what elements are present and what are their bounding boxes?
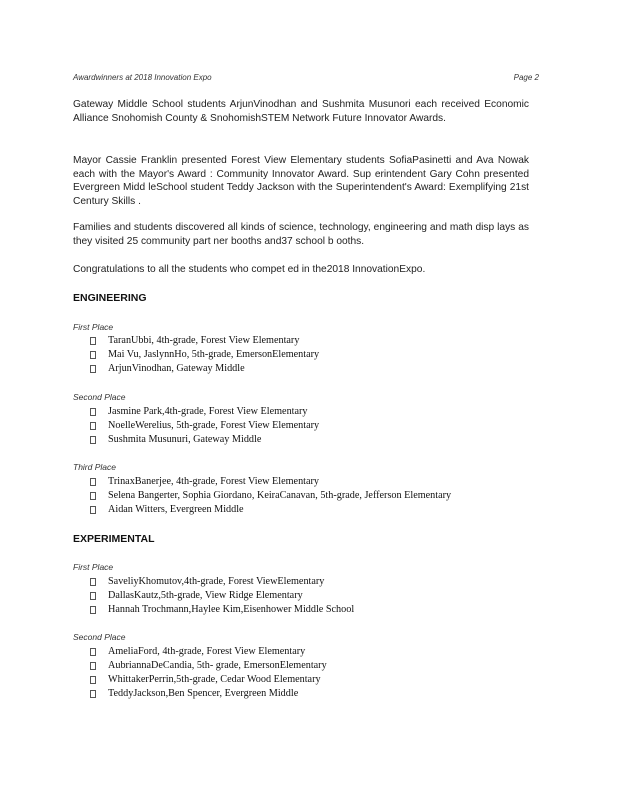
winner-list <box>90 405 319 447</box>
checkbox-bullet-icon <box>90 578 96 586</box>
checkbox-bullet-icon <box>90 422 96 430</box>
checkbox-bullet-icon <box>90 365 96 373</box>
list-item: AubriannaDeCandia, 5th- grade, EmersonElementary <box>90 659 327 673</box>
checkbox-bullet-icon <box>90 648 96 656</box>
checkbox-bullet-icon <box>90 690 96 698</box>
winner-list <box>90 334 319 376</box>
winner-list <box>90 645 327 701</box>
place-label: First Place <box>73 322 114 332</box>
list-item: Jasmine Park,4th-grade, Forest View Elementary <box>90 405 319 419</box>
list-item: SaveliyKhomutov,4th-grade, Forest ViewElementary <box>90 575 354 589</box>
list-item: NoelleWerelius, 5th-grade, Forest View Elementary <box>90 419 319 433</box>
list-item: TeddyJackson,Ben Spencer, Evergreen Middle <box>90 687 327 701</box>
checkbox-bullet-icon <box>90 478 96 486</box>
checkbox-bullet-icon <box>90 662 96 670</box>
list-item: WhittakerPerrin,5th-grade, Cedar Wood Elementary <box>90 673 327 687</box>
list-item: TaranUbbi, 4th-grade, Forest View Elementary <box>90 334 319 348</box>
checkbox-bullet-icon <box>90 408 96 416</box>
paragraph-congratulations: Congratulations to all the students who compet ed in the2018 InnovationExpo. <box>73 264 426 275</box>
list-item: Sushmita Musunuri, Gateway Middle <box>90 433 319 447</box>
list-item: Aidan Witters, Evergreen Middle <box>90 503 451 517</box>
list-item: Hannah Trochmann,Haylee Kim,Eisenhower Middle School <box>90 603 354 617</box>
place-label: First Place <box>73 562 114 572</box>
header-title: Awardwinners at 2018 Innovation Expo <box>73 73 212 82</box>
checkbox-bullet-icon <box>90 676 96 684</box>
checkbox-bullet-icon <box>90 351 96 359</box>
section-title-experimental: EXPERIMENTAL <box>73 533 155 545</box>
list-item: TrinaxBanerjee, 4th-grade, Forest View Elementary <box>90 475 451 489</box>
list-item: Selena Bangerter, Sophia Giordano, KeiraCanavan, 5th-grade, Jefferson Elementary <box>90 489 451 503</box>
list-item: Mai Vu, JaslynnHo, 5th-grade, EmersonElementary <box>90 348 319 362</box>
checkbox-bullet-icon <box>90 337 96 345</box>
paragraph-families: Families and students discovered all kinds of science, technology, engineering and math disp lays as they visited 25 community part ner booths and37 school b ooths. <box>73 222 529 247</box>
winner-list <box>90 575 354 617</box>
place-label: Second Place <box>73 392 126 402</box>
place-label: Second Place <box>73 632 126 642</box>
checkbox-bullet-icon <box>90 492 96 500</box>
page-number: Page 2 <box>513 73 539 82</box>
winner-list <box>90 475 451 517</box>
paragraph-mayor-award: Mayor Cassie Franklin presented Forest View Elementary students SofiaPasinetti and Ava Nowak each with the Mayor's Award : Community Innovator Award. Sup erintendent Gary Cohn presented Evergreen Midd leSchool student Teddy Jackson with the Superintendent's Award: Exemplifying 21st Century Skills . <box>73 155 529 207</box>
section-title-engineering: ENGINEERING <box>73 292 147 304</box>
checkbox-bullet-icon <box>90 506 96 514</box>
checkbox-bullet-icon <box>90 592 96 600</box>
list-item: ArjunVinodhan, Gateway Middle <box>90 362 319 376</box>
place-label: Third Place <box>73 462 116 472</box>
checkbox-bullet-icon <box>90 606 96 614</box>
page-header <box>73 73 539 82</box>
paragraph-future-innovator: Gateway Middle School students ArjunVinodhan and Sushmita Musunori each received Economic Alliance Snohomish County & SnohomishSTEM Network Future Innovator Awards. <box>73 99 529 124</box>
list-item: AmeliaFord, 4th-grade, Forest View Elementary <box>90 645 327 659</box>
list-item: DallasKautz,5th-grade, View Ridge Elementary <box>90 589 354 603</box>
checkbox-bullet-icon <box>90 436 96 444</box>
